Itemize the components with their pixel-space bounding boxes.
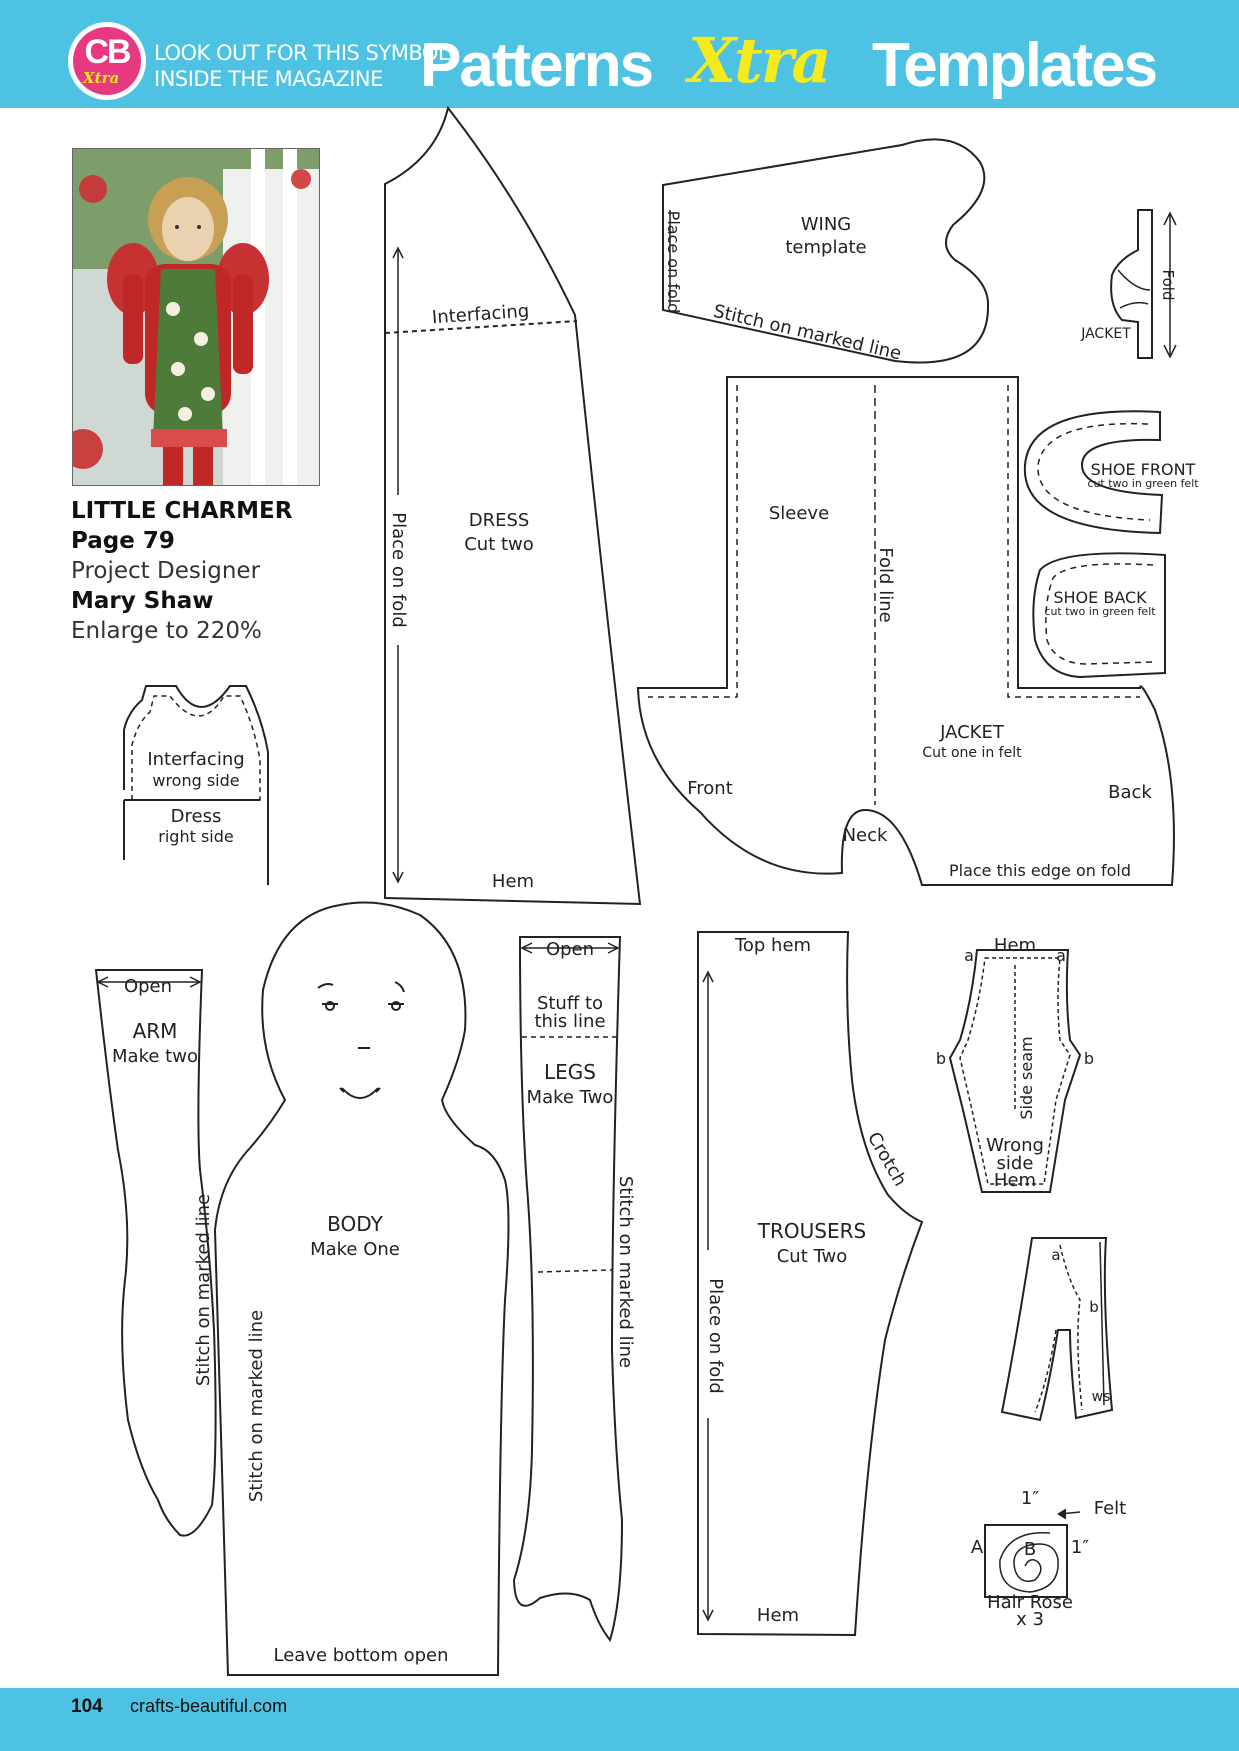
trousers-fold-label: Place on fold [705, 1278, 726, 1394]
designer-label: Project Designer [71, 558, 261, 584]
dress-title: DRESS [468, 510, 530, 531]
title-xtra: Xtra [688, 24, 830, 97]
small-dress-label-3: Dress [170, 806, 222, 827]
project-page: Page 79 [71, 528, 175, 554]
diagram2-ws: ws [1091, 1389, 1111, 1405]
shoe-back-title: SHOE BACK [1053, 588, 1147, 607]
body-sub: Make One [310, 1239, 400, 1260]
wing-sub: template [785, 237, 867, 258]
small-dress-label-2: wrong side [152, 771, 240, 790]
rose-right-dim: 1″ [1070, 1537, 1090, 1558]
trousers-title: TROUSERS [757, 1219, 867, 1243]
body-pattern [215, 903, 509, 1675]
body-stitch-label: Stitch on marked line [246, 1309, 267, 1503]
small-jacket-fold-label: Fold [1159, 269, 1177, 301]
legs-stuff-label-1: Stuff to [536, 993, 604, 1014]
arm-title: ARM [132, 1019, 178, 1043]
trousers-pattern [698, 932, 922, 1635]
rose-a-label: A [970, 1537, 984, 1558]
trousers-hem-label: Hem [756, 1605, 800, 1626]
arm-stitch-label: Stitch on marked line [193, 1193, 214, 1387]
rose-count: x 3 [1016, 1609, 1044, 1630]
diagram2-b: b [1089, 1298, 1099, 1316]
rose-title: Hair Rose [987, 1592, 1073, 1613]
title-templates: Templates [872, 31, 1157, 100]
diagram1-hem-top: Hem [993, 935, 1037, 956]
legs-open-label: Open [545, 939, 595, 960]
diagram1-a-right: a [1056, 946, 1066, 965]
rose-felt-label: Felt [1093, 1498, 1127, 1519]
dress-pattern [385, 108, 640, 904]
small-dress-label-1: Interfacing [147, 749, 245, 770]
enlarge-note: Enlarge to 220% [71, 618, 262, 644]
jacket-pattern [638, 377, 1174, 885]
logo-xtra-text: Xtra [83, 69, 120, 87]
trousers-crotch-label: Crotch [862, 1128, 911, 1191]
footer-site-link[interactable]: crafts-beautiful.com [130, 1696, 288, 1716]
shoe-front-title: SHOE FRONT [1090, 460, 1196, 479]
trousers-top-hem-label: Top hem [734, 935, 812, 956]
small-jacket-label: JACKET [1081, 326, 1131, 342]
tagline-line-2: INSIDE THE MAGAZINE [154, 67, 383, 91]
body-title: BODY [327, 1212, 383, 1236]
small-dress-label-4: right side [158, 827, 234, 846]
logo-cb-text: CB [84, 33, 130, 71]
jacket-front-label: Front [687, 778, 733, 799]
dress-hem-label: Hem [491, 871, 535, 892]
jacket-neck-label: Neck [842, 825, 888, 846]
arm-sub: Make two [112, 1046, 198, 1067]
wing-stitch-label: Stitch on marked line [711, 300, 904, 365]
diagram1-b-left: b [935, 1049, 947, 1068]
rose-top-dim: 1″ [1020, 1488, 1040, 1509]
diagram1-hem-bottom: Hem [993, 1170, 1037, 1191]
diagram1-b-right: b [1083, 1049, 1095, 1068]
jacket-edge-label: Place this edge on fold [948, 861, 1132, 880]
shoe-back-sub: cut two in green felt [1044, 605, 1156, 618]
jacket-back-label: Back [1108, 782, 1152, 803]
diagram2-a: a [1051, 1246, 1061, 1264]
jacket-fold-line-label: Fold line [875, 547, 896, 623]
legs-title: LEGS [544, 1060, 596, 1084]
diagram1-wrong: Wrong [986, 1135, 1044, 1156]
jacket-sleeve-label: Sleeve [768, 503, 830, 524]
diagram1-a-left: a [964, 946, 974, 965]
shoe-front-sub: cut two in green felt [1087, 477, 1199, 490]
page-number: 104 [71, 1696, 103, 1717]
arm-open-label: Open [123, 976, 173, 997]
legs-stuff-label-2: this line [534, 1011, 606, 1032]
legs-sub: Make Two [526, 1087, 614, 1108]
dress-interfacing-label: Interfacing [431, 300, 530, 329]
title-patterns: Patterns [420, 31, 653, 100]
designer-name: Mary Shaw [71, 588, 214, 614]
wing-title: WING [800, 214, 852, 235]
diagram1-side: side [996, 1153, 1034, 1174]
trousers-sub: Cut Two [776, 1246, 848, 1267]
dress-fold-label: Place on fold [388, 512, 409, 628]
legs-stitch-label: Stitch on marked line [615, 1175, 636, 1369]
project-name: LITTLE CHARMER [71, 498, 293, 524]
body-bottom-label: Leave bottom open [273, 1645, 449, 1666]
jacket-title: JACKET [940, 722, 1004, 743]
diagram1-side-seam: Side seam [1017, 1036, 1036, 1120]
body-face [318, 982, 404, 1098]
legs-pattern [514, 937, 622, 1640]
rose-b-label: B [1023, 1539, 1037, 1560]
jacket-sub: Cut one in felt [922, 745, 1022, 761]
dress-sub: Cut two [464, 534, 534, 555]
wing-fold-label: Place on fold [664, 210, 683, 314]
tagline-line-1: LOOK OUT FOR THIS SYMBOL [154, 41, 450, 65]
